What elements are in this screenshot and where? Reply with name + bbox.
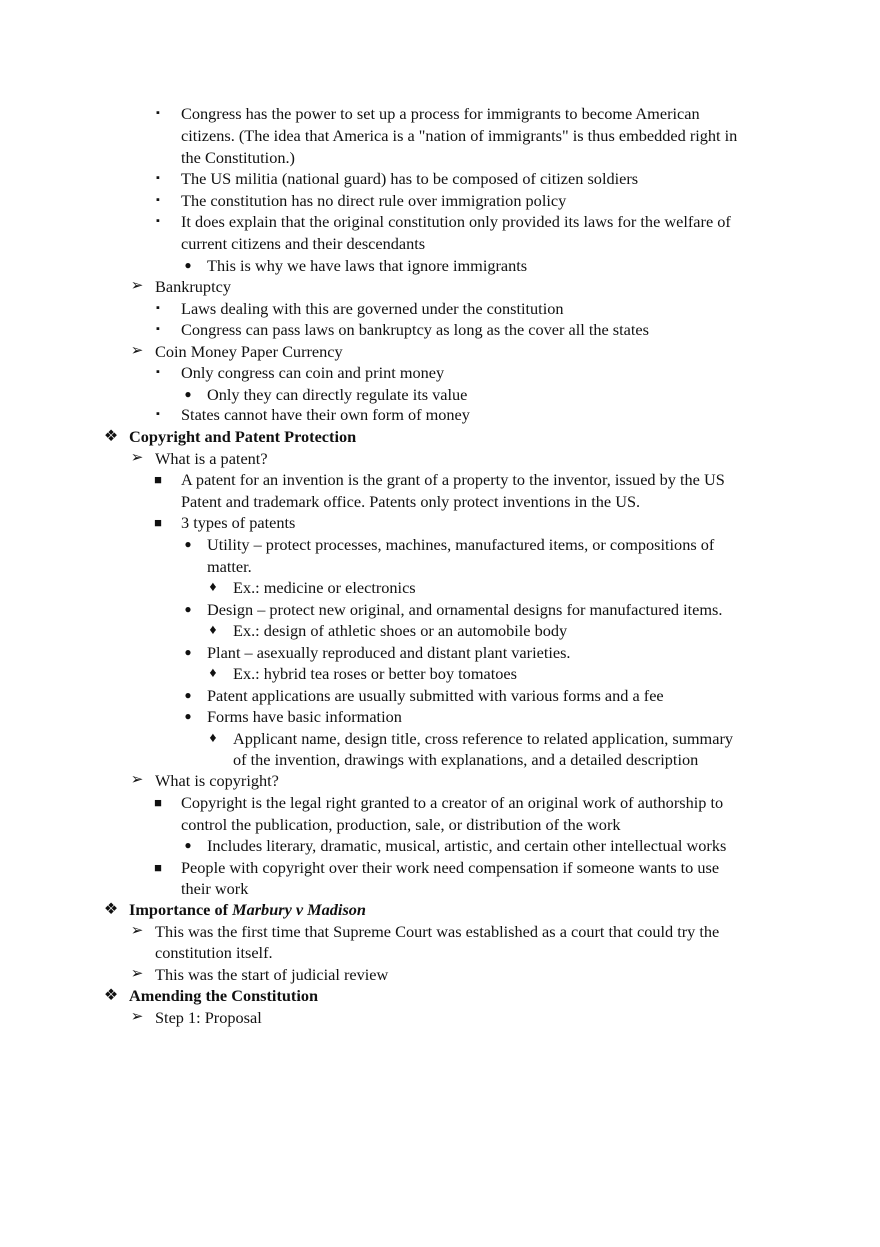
arrow-bullet-icon: ➢ bbox=[130, 343, 144, 359]
line-text: Ex.: design of athletic shoes or an automobile body bbox=[233, 621, 568, 640]
small-square-bullet-icon: ▪ bbox=[156, 172, 160, 184]
line-text: Patent applications are usually submitted with various forms and a fee bbox=[207, 686, 664, 705]
small-square-bullet-icon: ▪ bbox=[156, 215, 160, 227]
small-square-bullet-icon: ▪ bbox=[156, 302, 160, 314]
line-text: Applicant name, design title, cross reference to related application, summary bbox=[233, 729, 734, 748]
line-text: Plant – asexually reproduced and distant plant varieties. bbox=[207, 643, 571, 662]
circle-bullet-icon: ● bbox=[184, 537, 192, 551]
arrow-bullet-icon: ➢ bbox=[130, 966, 144, 982]
line-text: their work bbox=[181, 879, 249, 898]
small-square-bullet-icon: ▪ bbox=[156, 408, 160, 420]
small-square-bullet-icon: ▪ bbox=[156, 366, 160, 378]
diamond-bullet-icon: ♦ bbox=[209, 623, 217, 638]
line-text: Patent and trademark office. Patents only protect inventions in the US. bbox=[181, 492, 641, 511]
fleur-bullet-icon: ❖ bbox=[103, 901, 119, 918]
line-text: Laws dealing with this are governed under the constitution bbox=[181, 299, 564, 318]
line-text: of the invention, drawings with explanations, and a detailed description bbox=[233, 750, 699, 769]
line-text: citizens. (The idea that America is a "nation of immigrants" is thus embedded right in bbox=[181, 126, 738, 145]
line-text: Utility – protect processes, machines, manufactured items, or compositions of bbox=[207, 535, 715, 554]
square-bullet-icon: ■ bbox=[154, 860, 162, 875]
small-square-bullet-icon: ▪ bbox=[156, 323, 160, 335]
line-text: What is a patent? bbox=[155, 449, 268, 468]
circle-bullet-icon: ● bbox=[184, 645, 192, 659]
line-text: People with copyright over their work need compensation if someone wants to use bbox=[181, 858, 720, 877]
square-bullet-icon: ■ bbox=[154, 515, 162, 530]
line-text: The US militia (national guard) has to be composed of citizen soldiers bbox=[181, 169, 639, 188]
circle-bullet-icon: ● bbox=[184, 258, 192, 272]
arrow-bullet-icon: ➢ bbox=[130, 278, 144, 294]
line-text: Congress can pass laws on bankruptcy as long as the cover all the states bbox=[181, 320, 649, 339]
case-name: Marbury v Madison bbox=[232, 900, 366, 919]
arrow-bullet-icon: ➢ bbox=[130, 1009, 144, 1025]
heading-text: Copyright and Patent Protection bbox=[129, 427, 357, 446]
circle-bullet-icon: ● bbox=[184, 709, 192, 723]
line-text: This is why we have laws that ignore immigrants bbox=[207, 256, 528, 275]
line-text: Ex.: medicine or electronics bbox=[233, 578, 416, 597]
line-text: What is copyright? bbox=[155, 771, 279, 790]
line-text: Only congress can coin and print money bbox=[181, 363, 445, 382]
line-text: 3 types of patents bbox=[181, 513, 296, 532]
diamond-bullet-icon: ♦ bbox=[209, 666, 217, 681]
line-text: This was the start of judicial review bbox=[155, 965, 389, 984]
line-text: matter. bbox=[207, 557, 252, 576]
line-text: the Constitution.) bbox=[181, 148, 295, 167]
small-square-bullet-icon: ▪ bbox=[156, 107, 160, 119]
line-text: Coin Money Paper Currency bbox=[155, 342, 343, 361]
arrow-bullet-icon: ➢ bbox=[130, 450, 144, 466]
line-text: constitution itself. bbox=[155, 943, 273, 962]
small-square-bullet-icon: ▪ bbox=[156, 194, 160, 206]
diamond-bullet-icon: ♦ bbox=[209, 580, 217, 595]
heading-prefix: Importance of bbox=[129, 900, 233, 919]
line-text: The constitution has no direct rule over immigration policy bbox=[181, 191, 567, 210]
fleur-bullet-icon: ❖ bbox=[103, 428, 119, 445]
arrow-bullet-icon: ➢ bbox=[130, 772, 144, 788]
line-text: Includes literary, dramatic, musical, artistic, and certain other intellectual works bbox=[207, 836, 727, 855]
square-bullet-icon: ■ bbox=[154, 795, 162, 810]
heading-text bbox=[129, 899, 366, 921]
line-text: Only they can directly regulate its value bbox=[207, 385, 468, 404]
line-text: Copyright is the legal right granted to a creator of an original work of authorship to bbox=[181, 793, 724, 812]
square-bullet-icon: ■ bbox=[154, 472, 162, 487]
line-text: Design – protect new original, and ornamental designs for manufactured items. bbox=[207, 600, 723, 619]
line-text: States cannot have their own form of money bbox=[181, 405, 470, 424]
line-text: Step 1: Proposal bbox=[155, 1008, 262, 1027]
line-text: current citizens and their descendants bbox=[181, 234, 426, 253]
heading-text: Amending the Constitution bbox=[129, 986, 319, 1005]
line-text: A patent for an invention is the grant of a property to the inventor, issued by the US bbox=[181, 470, 725, 489]
circle-bullet-icon: ● bbox=[184, 838, 192, 852]
line-text: Forms have basic information bbox=[207, 707, 402, 726]
arrow-bullet-icon: ➢ bbox=[130, 923, 144, 939]
line-text: Bankruptcy bbox=[155, 277, 231, 296]
line-text: control the publication, production, sale, or distribution of the work bbox=[181, 815, 621, 834]
line-text: Congress has the power to set up a process for immigrants to become American bbox=[181, 104, 700, 123]
line-text: This was the first time that Supreme Court was established as a court that could try the bbox=[155, 922, 720, 941]
line-text: It does explain that the original constitution only provided its laws for the welfare of bbox=[181, 212, 731, 231]
diamond-bullet-icon: ♦ bbox=[209, 731, 217, 746]
fleur-bullet-icon: ❖ bbox=[103, 987, 119, 1004]
circle-bullet-icon: ● bbox=[184, 387, 192, 401]
circle-bullet-icon: ● bbox=[184, 688, 192, 702]
circle-bullet-icon: ● bbox=[184, 602, 192, 616]
line-text: Ex.: hybrid tea roses or better boy tomatoes bbox=[233, 664, 517, 683]
